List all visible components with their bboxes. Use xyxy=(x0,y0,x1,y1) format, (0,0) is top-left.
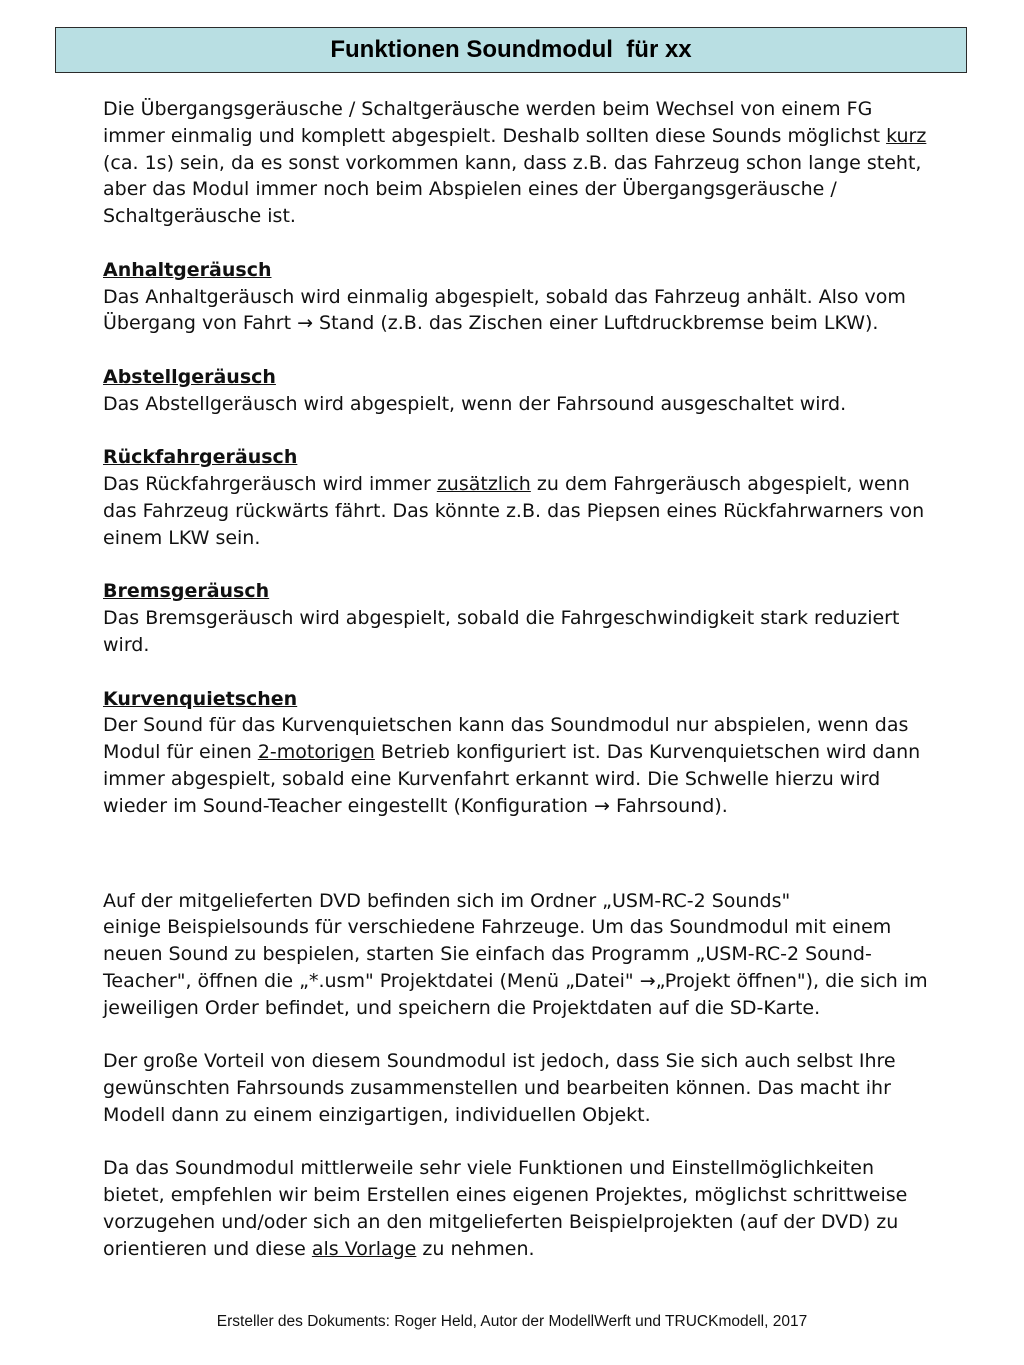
kurven-emphasis: 2-motorigen xyxy=(257,741,375,764)
section-text-brems: Das Bremsgeräusch wird abgespielt, sobald die Fahrgeschwindigkeit stark reduziert wird. xyxy=(103,607,900,656)
intro-paragraph xyxy=(103,96,933,230)
rueckfahr-emphasis: zusätzlich xyxy=(436,473,531,496)
section-text-anhalt: Das Anhaltgeräusch wird einmalig abgespielt, sobald das Fahrzeug anhält. Also vom Übergang von Fahrt → Stand (z.B. das Zischen einer Luftdruckbremse beim LKW). xyxy=(103,285,906,335)
section-heading-kurven: Kurvenquietschen xyxy=(103,687,298,710)
kurven-text-start: Der Sound für das Kurvenquietschen kann das Soundmodul nur abspielen, wenn das Modul für einen xyxy=(103,714,909,764)
empfehlung-text-start: Da das Soundmodul mittlerweile sehr viele Funktionen und Einstellmöglichkeiten bietet, empfehlen wir beim Erstellen eines eigenen Projektes, möglichst schrittweise vorzugehen und/oder sich an den mitgelieferten Beispielprojekten (auf der DVD) zu orientieren und diese xyxy=(103,1157,908,1260)
section-text-abstell: Das Abstellgeräusch wird abgespielt, wenn der Fahrsound ausgeschaltet wird. xyxy=(103,392,847,415)
intro-emphasis: kurz xyxy=(886,124,927,147)
dvd-text: einige Beispielsounds für verschiedene Fahrzeuge. Um das Soundmodul mit einem neuen Sound zu bespielen, starten Sie einfach das Programm „USM-RC-2 Sound-Teacher", öffnen die „*.usm" Projektdatei (Menü „Datei" →„Projekt öffnen"), die sich im jeweiligen Order befindet, und speichern die Projektdaten auf die SD-Karte. xyxy=(103,916,928,1019)
title-bar xyxy=(55,27,967,73)
rueckfahr-text-start: Das Rückfahrgeräusch wird immer xyxy=(103,473,437,496)
section-heading-abstell: Abstellgeräusch xyxy=(103,365,276,388)
rueckfahr-text-end: zu dem Fahrgeräusch abgespielt, wenn das Fahrzeug rückwärts fährt. Das könnte z.B. das Piepsen eines Rückfahrwarners von einem LKW sein. xyxy=(103,473,925,549)
document-body xyxy=(103,96,933,1263)
page-footer: Ersteller des Dokuments: Roger Held, Autor der ModellWerft und TRUCKmodell, 2017 xyxy=(216,1313,808,1330)
empfehlung-paragraph xyxy=(103,1155,933,1262)
dvd-paragraph xyxy=(103,888,933,1022)
intro-text-start: Die Übergangsgeräusche / Schaltgeräusche werden beim Wechsel von einem FG immer einmalig und komplett abgespielt. Deshalb sollten diese Sounds möglichst xyxy=(103,98,887,147)
kurven-text-end: Betrieb konfiguriert ist. Das Kurvenquietschen wird dann immer abgespielt, sobald eine Kurvenfahrt erkannt wird. Die Schwelle hierzu wird wieder im Sound-Teacher eingestellt (Konfiguration → Fahrsound). xyxy=(103,741,921,817)
dvd-line-1: Auf der mitgelieferten DVD befinden sich im Ordner „USM-RC-2 Sounds" xyxy=(103,889,791,912)
vorteil-paragraph: Der große Vorteil von diesem Soundmodul ist jedoch, dass Sie sich auch selbst Ihre gewünschten Fahrsounds zusammenstellen und bearbeiten können. Das macht ihr Modell dann zu einem einzigartigen, individuellen Objekt. xyxy=(103,1050,896,1126)
section-heading-rueckfahr: Rückfahrgeräusch xyxy=(103,446,298,469)
empfehlung-text-end: zu nehmen. xyxy=(416,1237,535,1260)
section-text-kurven xyxy=(103,712,933,819)
section-text-rueckfahr xyxy=(103,471,933,551)
section-heading-anhalt: Anhaltgeräusch xyxy=(103,258,272,281)
intro-text-end: (ca. 1s) sein, da es sonst vorkommen kann, dass z.B. das Fahrzeug schon lange steht, aber das Modul immer noch beim Abspielen eines der Übergangsgeräusche / Schaltgeräusche ist. xyxy=(103,151,922,228)
section-heading-brems: Bremsgeräusch xyxy=(103,580,270,603)
page-title: Funktionen Soundmodul für xx xyxy=(330,36,692,63)
empfehlung-emphasis: als Vorlage xyxy=(311,1237,417,1260)
